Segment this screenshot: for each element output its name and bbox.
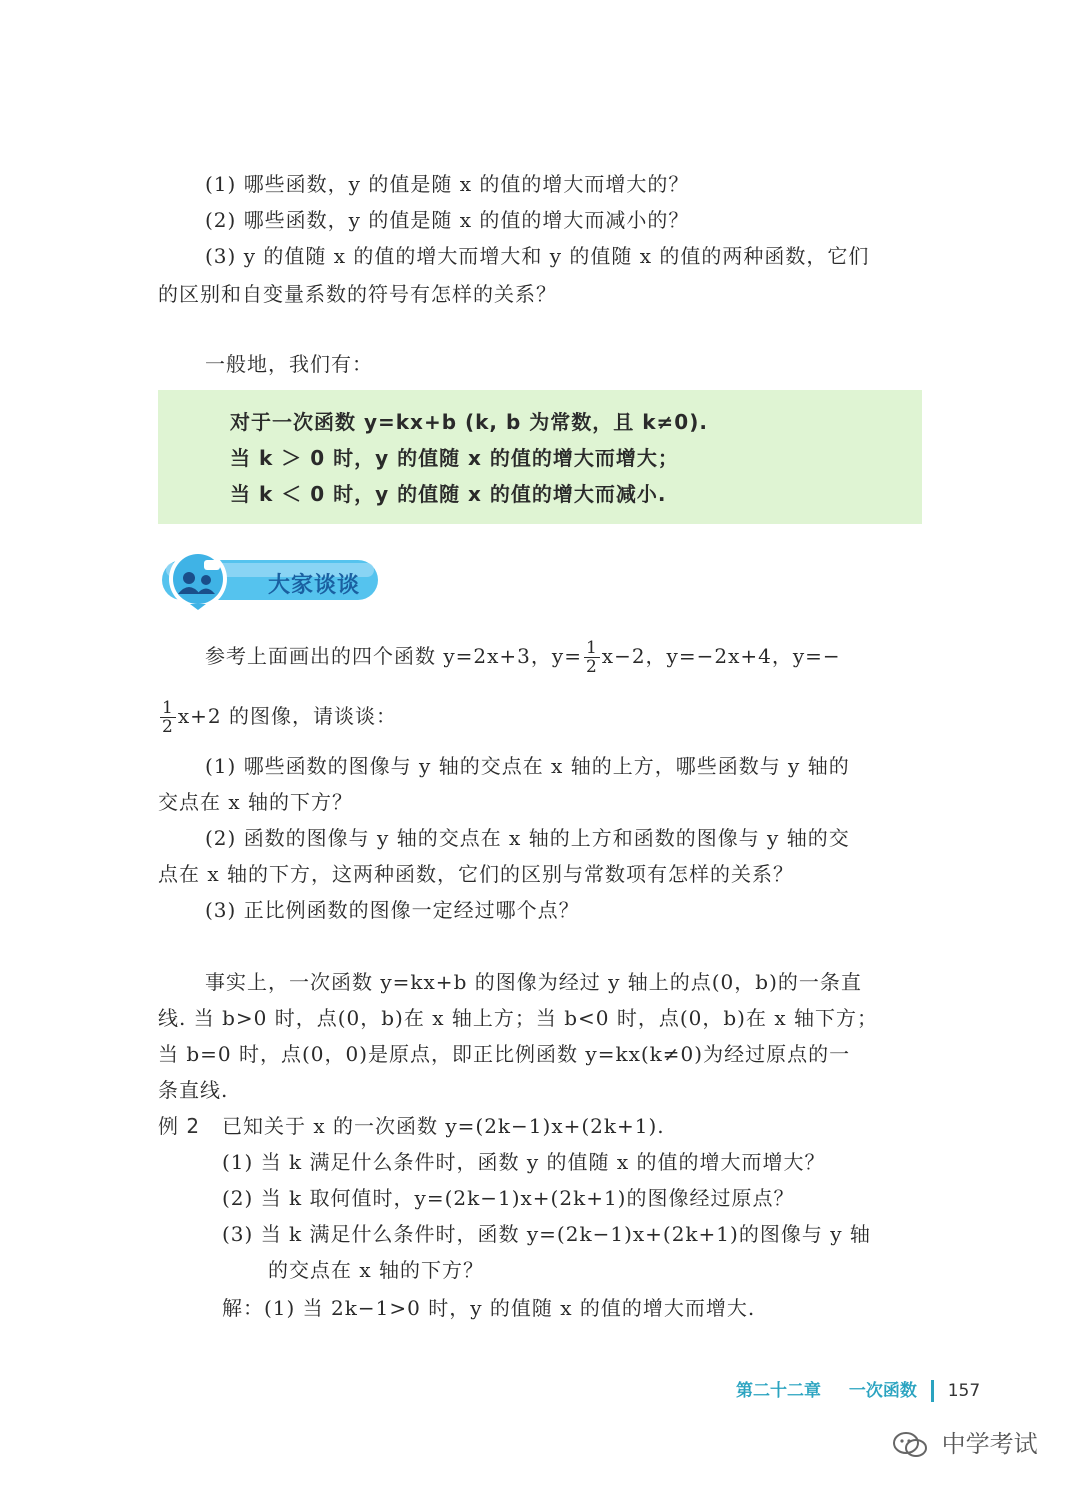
page-footer	[736, 1376, 980, 1402]
wechat-icon	[892, 1431, 928, 1459]
page-number: 157	[947, 1381, 981, 1401]
question-3-line1: (3) y 的值随 x 的值的增大而增大和 y 的值随 x 的值的两种函数，它们	[205, 244, 870, 268]
theorem-box	[158, 390, 922, 524]
watermark	[892, 1424, 1038, 1459]
example-part-1: (1) 当 k 满足什么条件时，函数 y 的值随 x 的值的增大而增大？	[222, 1150, 826, 1174]
fact-line-4: 条直线.	[158, 1078, 229, 1102]
discussion-q2-line2: 点在 x 轴的下方，这两种函数，它们的区别与常数项有怎样的关系？	[158, 862, 794, 886]
discussion-intro-b: x−2，y=−2x+4，y=−	[601, 644, 841, 668]
example-solution: 解：(1) 当 2k−1>0 时，y 的值随 x 的值的增大而增大.	[222, 1296, 756, 1320]
chapter-title: 一次函数	[848, 1381, 917, 1401]
theorem-line-1: 对于一次函数 y=kx+b (k, b 为常数，且 k≠0).	[230, 410, 708, 434]
theorem-line-3: 当 k ＜ 0 时，y 的值随 x 的值的增大而减小.	[230, 482, 667, 506]
fact-line-1: 事实上，一次函数 y=kx+b 的图像为经过 y 轴上的点(0，b)的一条直	[205, 970, 862, 994]
example-stem: 已知关于 x 的一次函数 y=(2k−1)x+(2k+1).	[222, 1114, 665, 1138]
discussion-q2-line1: (2) 函数的图像与 y 轴的交点在 x 轴的上方和函数的图像与 y 轴的交	[205, 826, 850, 850]
fraction-half: $\frac{1}{2}$	[585, 638, 598, 677]
discussion-badge-label: 大家谈谈	[268, 573, 361, 598]
discussion-intro-2: $\frac{1}{2}$ x+2 的图像，请谈谈：	[162, 698, 397, 737]
fact-line-2: 线. 当 b>0 时，点(0，b)在 x 轴上方；当 b<0 时，点(0，b)在 x 轴下方；	[158, 1006, 878, 1030]
fact-line-3: 当 b=0 时，点(0，0)是原点，即正比例函数 y=kx(k≠0)为经过原点的一	[158, 1042, 851, 1066]
example-part-3-line1: (3) 当 k 满足什么条件时，函数 y=(2k−1)x+(2k+1)的图像与 y 轴	[222, 1222, 871, 1246]
discussion-q1-line2: 交点在 x 轴的下方？	[158, 790, 353, 814]
discussion-q1-line1: (1) 哪些函数的图像与 y 轴的交点在 x 轴的上方，哪些函数与 y 轴的	[205, 754, 850, 778]
general-statement: 一般地，我们有：	[205, 352, 373, 376]
example-part-3-line2: 的交点在 x 轴的下方？	[268, 1258, 484, 1282]
footer-divider	[931, 1380, 934, 1402]
discussion-q3: (3) 正比例函数的图像一定经过哪个点？	[205, 898, 580, 922]
discussion-intro-a: 参考上面画出的四个函数 y=2x+3，y=	[205, 644, 582, 668]
fraction-half-2: $\frac{1}{2}$	[162, 698, 174, 737]
theorem-line-2: 当 k ＞ 0 时，y 的值随 x 的值的增大而增大；	[230, 446, 679, 470]
question-2: (2) 哪些函数，y 的值是随 x 的值的增大而减小的？	[205, 208, 690, 232]
watermark-text: 中学考试	[941, 1430, 1038, 1458]
example-part-2: (2) 当 k 取何值时，y=(2k−1)x+(2k+1)的图像经过原点？	[222, 1186, 795, 1210]
example-label: 例 2	[158, 1114, 201, 1138]
chapter-label: 第二十二章	[736, 1381, 821, 1401]
discussion-intro	[205, 638, 841, 676]
question-1: (1) 哪些函数，y 的值是随 x 的值的增大而增大的？	[205, 172, 690, 196]
question-3-line2: 的区别和自变量系数的符号有怎样的关系？	[158, 282, 557, 306]
discussion-badge	[158, 548, 382, 610]
